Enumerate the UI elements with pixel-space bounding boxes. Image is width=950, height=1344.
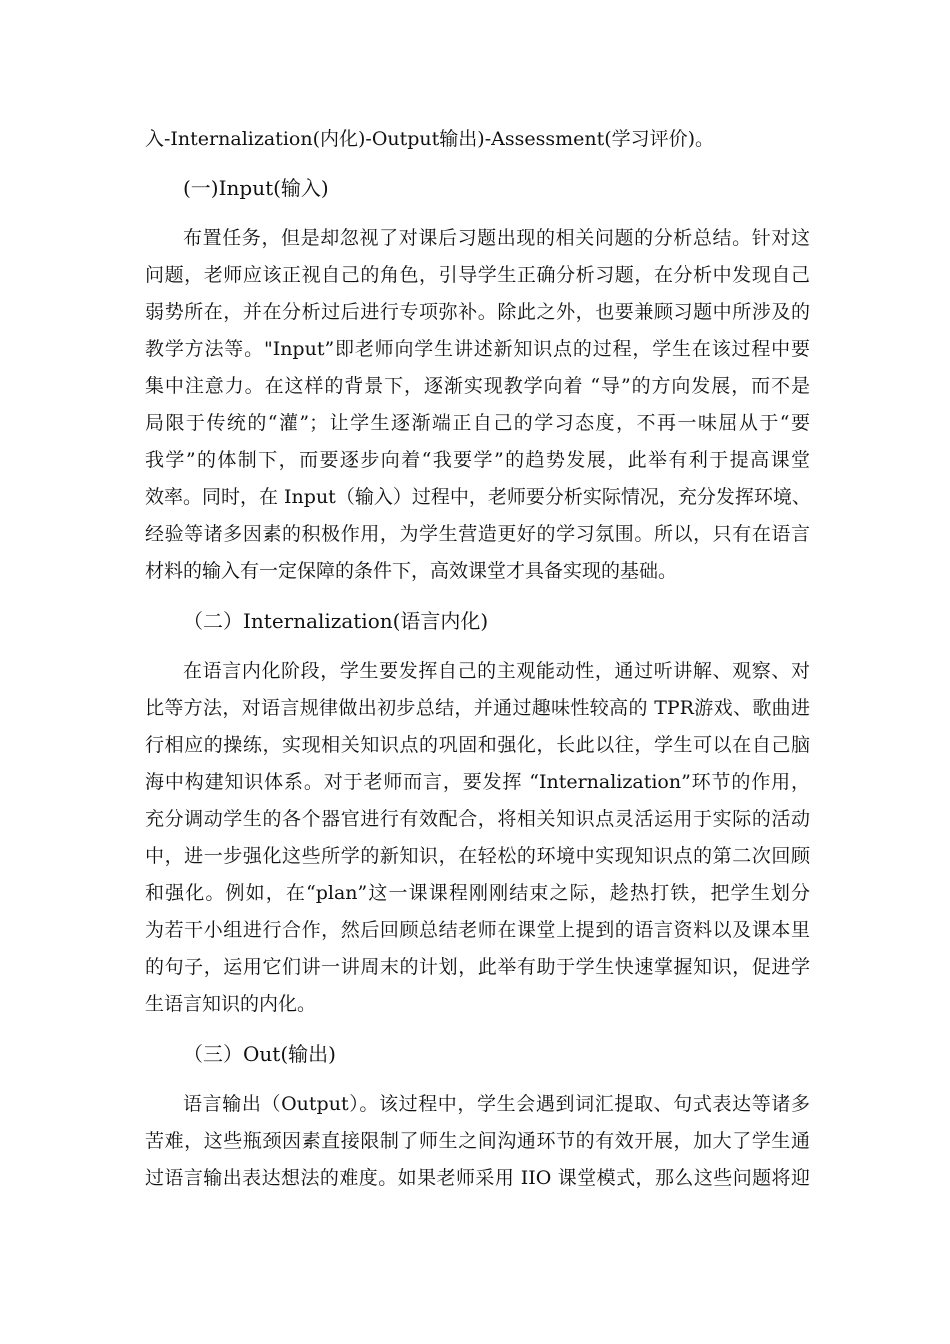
- intro-line: 入-Internalization(内化)-Output输出)-Assessment(学习评价)。: [145, 128, 715, 150]
- paragraph-line: 经验等诸多因素的积极作用，为学生营造更好的学习氛围。所以，只有在语言: [145, 523, 810, 545]
- paragraph-line: 为若干小组进行合作，然后回顾总结老师在课堂上提到的语言资料以及课本里: [145, 919, 810, 941]
- paragraph-line: 教学方法等。"Input”即老师向学生讲述新知识点的过程，学生在该过程中要: [145, 338, 810, 360]
- paragraph-line: 行相应的操练，实现相关知识点的巩固和强化，长此以往，学生可以在自己脑: [145, 734, 810, 756]
- paragraph-line: 问题，老师应该正视自己的角色，引导学生正确分析习题，在分析中发现自己: [145, 264, 810, 286]
- paragraph-line: 和强化。例如，在“plan”这一课课程刚刚结束之际，趁热打铁，把学生划分: [145, 882, 810, 904]
- paragraph-line: 比等方法，对语言规律做出初步总结，并通过趣味性较高的 TPR游戏、歌曲进: [145, 697, 810, 719]
- paragraph-line: 布置任务，但是却忽视了对课后习题出现的相关问题的分析总结。针对这: [183, 227, 810, 249]
- paragraph-line: 弱势所在，并在分析过后进行专项弥补。除此之外，也要兼顾习题中所涉及的: [145, 301, 810, 323]
- section-heading-internalization: （二）Internalization(语言内化): [183, 609, 489, 633]
- paragraph-line: 的句子，运用它们讲一讲周末的计划，此举有助于学生快速掌握知识，促进学: [145, 956, 810, 978]
- paragraph-line: 材料的输入有一定保障的条件下，高效课堂才具备实现的基础。: [145, 560, 678, 582]
- paragraph-line: 我学”的体制下，而要逐步向着“我要学”的趋势发展，此举有利于提高课堂: [145, 449, 810, 471]
- paragraph-line: 在语言内化阶段，学生要发挥自己的主观能动性，通过听讲解、观察、对: [183, 660, 810, 682]
- paragraph-line: 效率。同时，在 Input（输入）过程中，老师要分析实际情况，充分发挥环境、: [145, 486, 811, 508]
- paragraph-line: 过语言输出表达想法的难度。如果老师采用 IIO 课堂模式，那么这些问题将迎: [145, 1167, 810, 1189]
- paragraph-line: 语言输出（Output）。该过程中，学生会遇到词汇提取、句式表达等诸多: [183, 1093, 810, 1115]
- section-heading-input: (一)Input(输入): [183, 176, 329, 200]
- paragraph-line: 苦难，这些瓶颈因素直接限制了师生之间沟通环节的有效开展，加大了学生通: [145, 1130, 810, 1152]
- paragraph-line: 充分调动学生的各个器官进行有效配合，将相关知识点灵活运用于实际的活动: [145, 808, 810, 830]
- paragraph-line: 海中构建知识体系。对于老师而言，要发挥 “Internalization”环节的作用，: [145, 771, 810, 793]
- paragraph-line: 中，进一步强化这些所学的新知识，在轻松的环境中实现知识点的第二次回顾: [145, 845, 810, 867]
- paragraph-line: 集中注意力。在这样的背景下，逐渐实现教学向着 “导”的方向发展，而不是: [145, 375, 810, 397]
- paragraph-line: 生语言知识的内化。: [145, 993, 317, 1015]
- section-heading-output: （三）Out(输出): [183, 1042, 336, 1066]
- paragraph-line: 局限于传统的“灌”；让学生逐渐端正自己的学习态度，不再一味屈从于“要: [145, 412, 810, 434]
